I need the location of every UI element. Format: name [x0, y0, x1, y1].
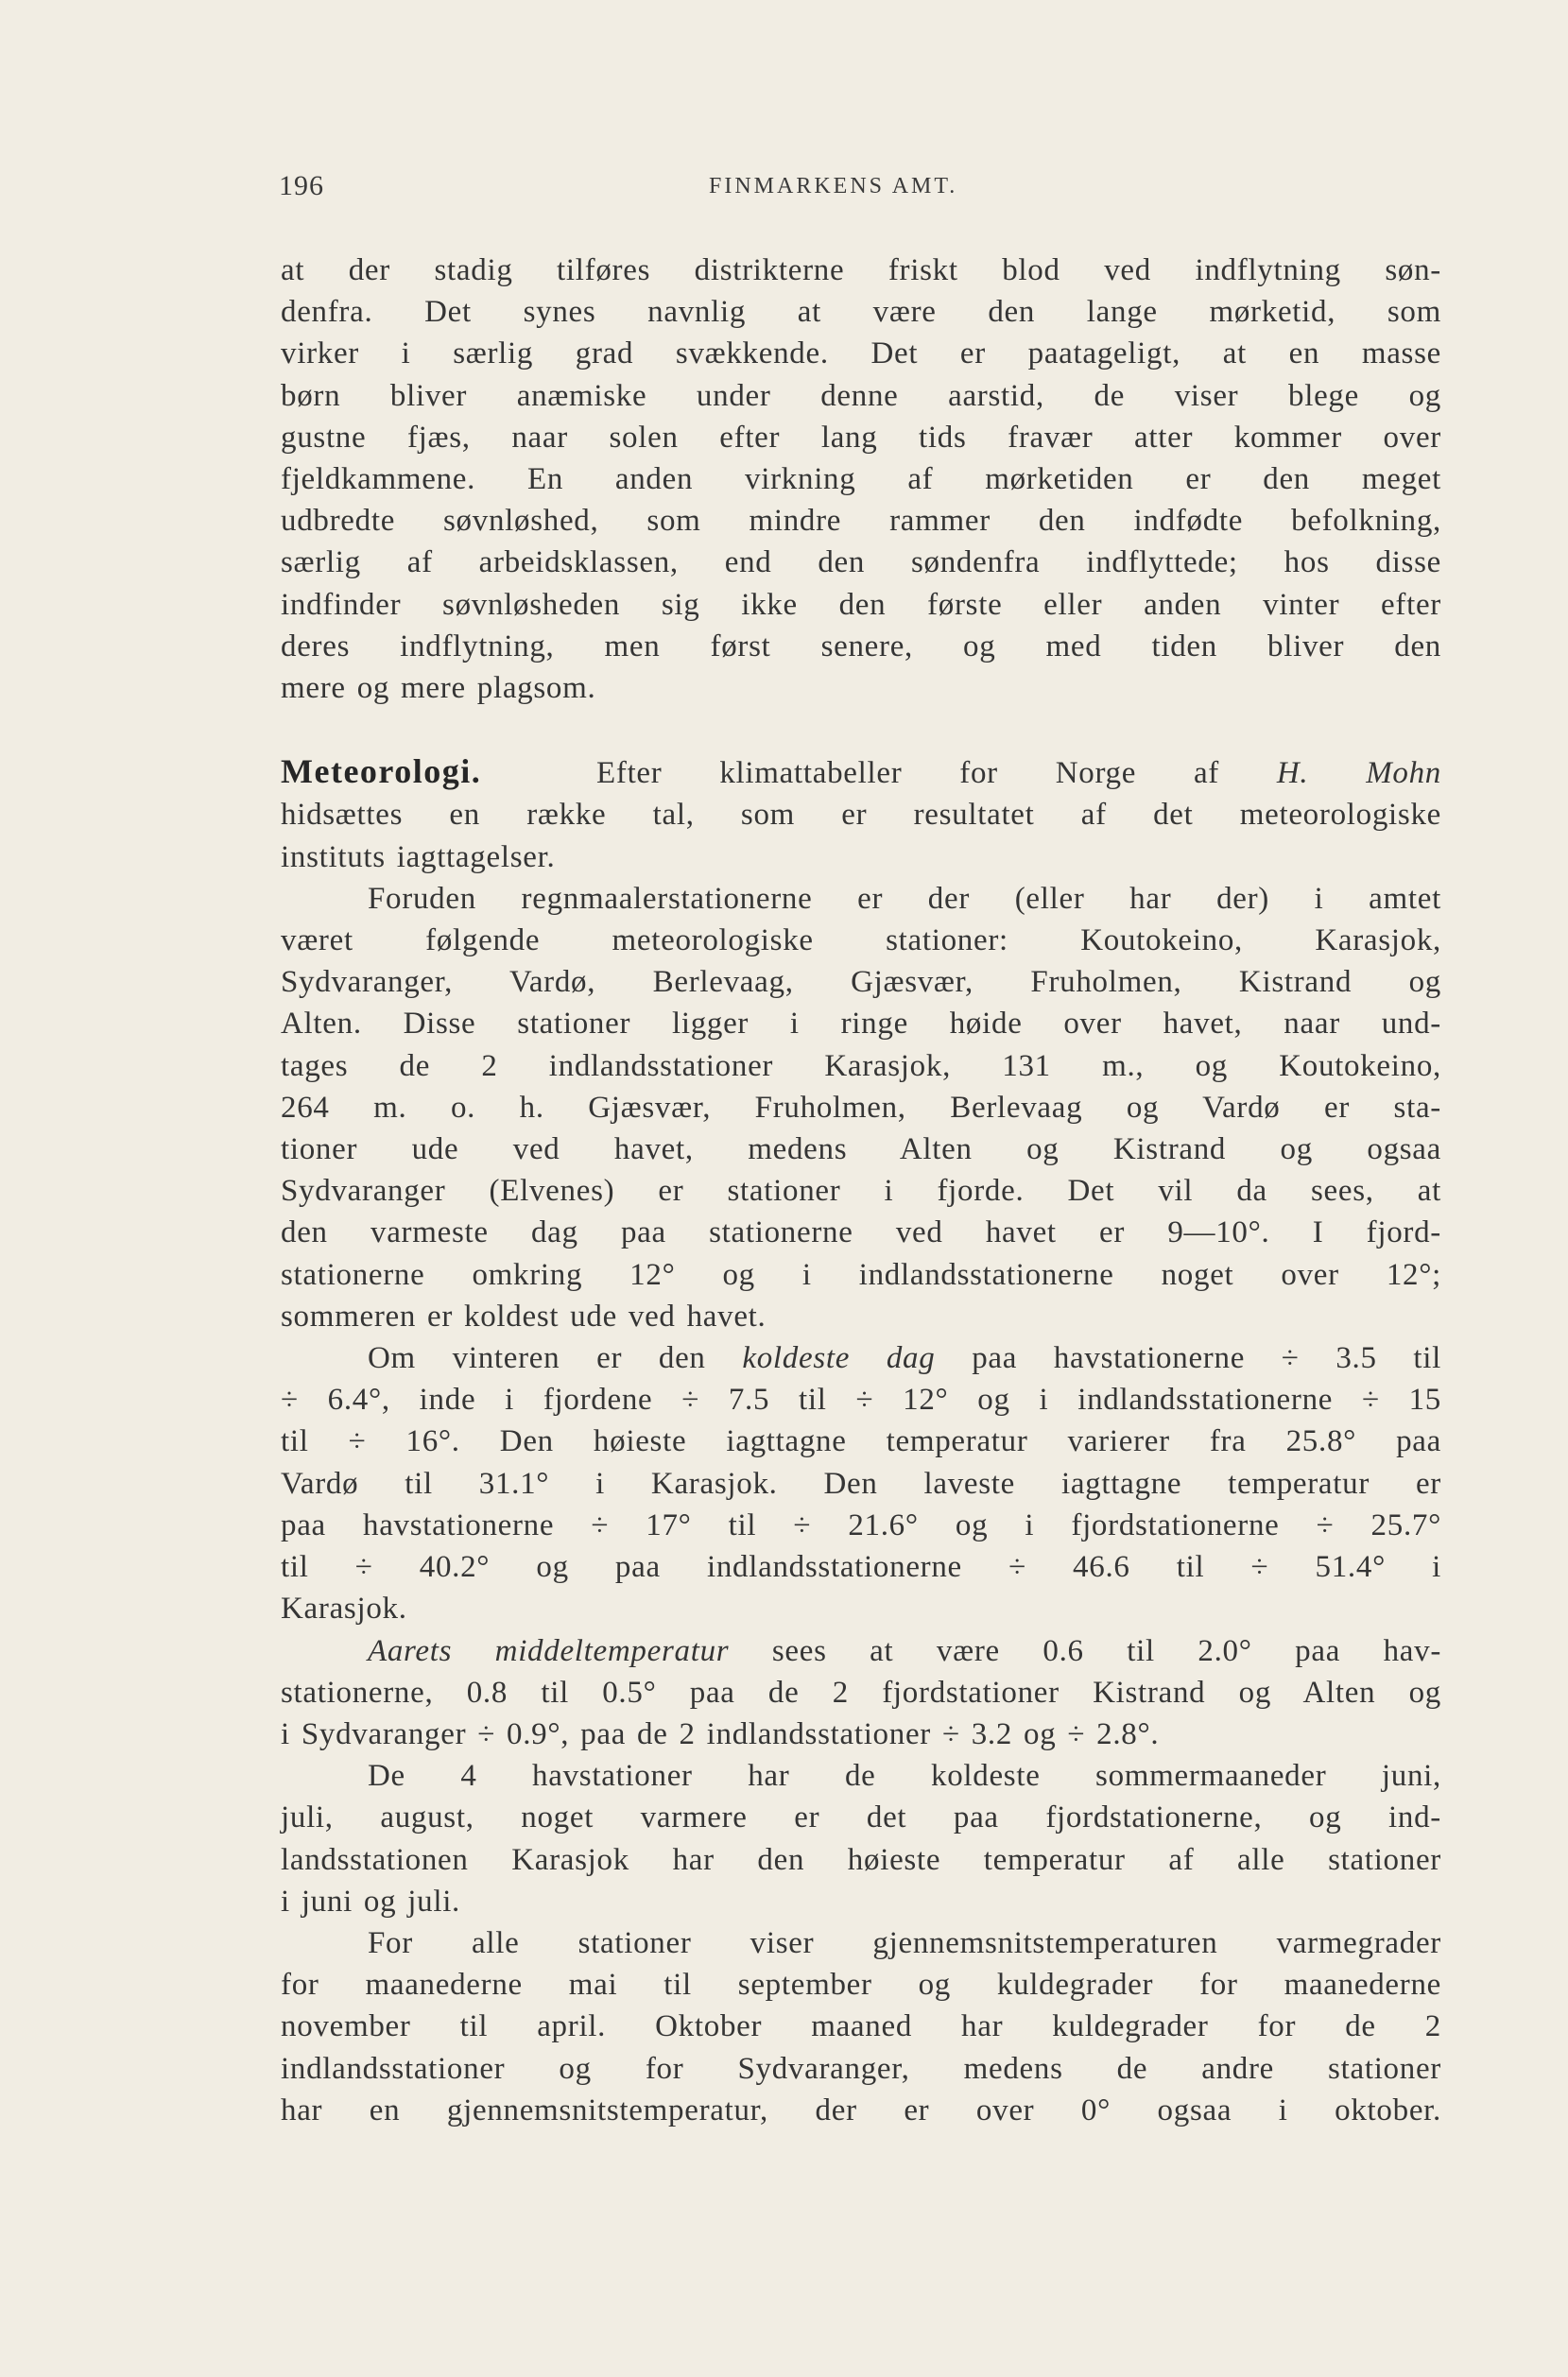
- text-line: den varmeste dag paa stationerne ved havet er 9—10°. I fjord-: [281, 1215, 1441, 1250]
- text-line: deres indflytning, men først senere, og med tiden bliver den: [281, 629, 1441, 663]
- body-text: [281, 250, 1441, 2131]
- text-line: til ÷ 40.2° og paa indlandsstationerne ÷ 46.6 til ÷ 51.4° i: [281, 1550, 1441, 1585]
- text-line: Sydvaranger, Vardø, Berlevaag, Gjæsvær, Fruholmen, Kistrand og: [281, 965, 1441, 1000]
- text-line: særlig af arbeidsklassen, end den søndenfra indflyttede; hos disse: [281, 545, 1441, 580]
- text-line: [281, 1337, 1441, 1379]
- section-gap: [281, 709, 1441, 750]
- text-line: tages de 2 indlandsstationer Karasjok, 131 m., og Koutokeino,: [281, 1048, 1441, 1083]
- text-line: paa havstationerne ÷ 17° til ÷ 21.6° og i fjordstationerne ÷ 25.7°: [281, 1507, 1441, 1542]
- text-line: stationerne omkring 12° og i indlandsstationerne noget over 12°;: [281, 1257, 1441, 1292]
- paragraph-annual-mean: [281, 1630, 1441, 1756]
- text-line: denfra. Det synes navnlig at være den lange mørketid, som: [281, 295, 1441, 330]
- author-name: H. Mohn: [1276, 756, 1441, 791]
- text-line: gustne fjæs, naar solen efter lang tids fravær atter kommer over: [281, 420, 1441, 455]
- paragraph-stations: [281, 878, 1441, 1337]
- text-line: for maanederne mai til september og kuldegrader for maanederne: [281, 1968, 1441, 2003]
- italic-term: Aarets middeltemperatur: [368, 1633, 730, 1668]
- text-line: fjeldkammene. En anden virkning af mørketiden er den meget: [281, 462, 1441, 497]
- text-span: paa havstationerne ÷ 3.5 til: [972, 1341, 1442, 1376]
- text-line: i juni og juli.: [281, 1884, 461, 1919]
- text-line: [281, 750, 1441, 794]
- text-line: 264 m. o. h. Gjæsvær, Fruholmen, Berlevaag og Vardø er sta-: [281, 1090, 1441, 1125]
- paragraph-darkness-effects: [281, 250, 1441, 709]
- text-line: Karasjok.: [281, 1592, 407, 1627]
- text-line: virker i særlig grad svækkende. Det er paatageligt, at en masse: [281, 336, 1441, 371]
- text-line: til ÷ 16°. Den høieste iagttagne temperatur varierer fra 25.8° paa: [281, 1424, 1441, 1459]
- text-line: udbredte søvnløshed, som mindre rammer den indfødte befolkning,: [281, 504, 1441, 539]
- text-line: november til april. Oktober maaned har kuldegrader for de 2: [281, 2009, 1441, 2044]
- text-line: indlandsstationer og for Sydvaranger, medens de andre stationer: [281, 2051, 1441, 2086]
- text-line: For alle stationer viser gjennemsnitstemperaturen varmegrader: [368, 1925, 1441, 1960]
- text-line: ÷ 6.4°, inde i fjordene ÷ 7.5 til ÷ 12° og i indlandsstationerne ÷ 15: [281, 1383, 1441, 1418]
- page-header: [279, 170, 1030, 208]
- paragraph-meteorology-intro: [281, 750, 1441, 878]
- paragraph-summer: [281, 1755, 1441, 1922]
- text-line: stationerne, 0.8 til 0.5° paa de 2 fjordstationer Kistrand og Alten og: [281, 1675, 1441, 1710]
- text-line: [281, 1630, 1441, 1672]
- text-line: været følgende meteorologiske stationer: Koutokeino, Karasjok,: [281, 923, 1441, 958]
- text-span: Om vinteren er den: [368, 1341, 706, 1376]
- paragraph-monthly: [281, 1922, 1441, 2131]
- text-line: landsstationen Karasjok har den høieste temperatur af alle stationer: [281, 1842, 1441, 1877]
- italic-term: koldeste dag: [742, 1341, 936, 1376]
- text-line: at der stadig tilføres distrikterne friskt blod ved indflytning søn-: [281, 253, 1441, 287]
- text-line: i Sydvaranger ÷ 0.9°, paa de 2 indlandsstationer ÷ 3.2 og ÷ 2.8°.: [281, 1716, 1160, 1751]
- text-line: sommeren er koldest ude ved havet.: [281, 1299, 767, 1334]
- text-line: har en gjennemsnitstemperatur, der er over 0° ogsaa i oktober.: [281, 2093, 1441, 2127]
- text-line: Vardø til 31.1° i Karasjok. Den laveste iagttagne temperatur er: [281, 1466, 1441, 1501]
- text-line: Alten. Disse stationer ligger i ringe høide over havet, naar und-: [281, 1007, 1441, 1042]
- section-heading: Meteorologi.: [281, 752, 482, 791]
- paragraph-winter: [281, 1337, 1441, 1629]
- text-line: instituts iagttagelser.: [281, 839, 556, 874]
- text-line: tioner ude ved havet, medens Alten og Kistrand og ogsaa: [281, 1132, 1441, 1167]
- text-line: børn bliver anæmiske under denne aarstid, de viser blege og: [281, 378, 1441, 413]
- text-span: sees at være 0.6 til 2.0° paa hav-: [771, 1633, 1442, 1668]
- text-line: mere og mere plagsom.: [281, 671, 596, 706]
- intro-text: Efter klimattabeller for Norge af: [596, 756, 1219, 791]
- running-title: FINMARKENS AMT.: [709, 174, 958, 198]
- text-line: indfinder søvnløsheden sig ikke den første eller anden vinter efter: [281, 587, 1441, 622]
- page-number: 196: [279, 170, 324, 201]
- text-line: hidsættes en række tal, som er resultatet af det meteorologiske: [281, 798, 1441, 833]
- text-line: juli, august, noget varmere er det paa fjordstationerne, og ind-: [281, 1800, 1441, 1835]
- text-line: De 4 havstationer har de koldeste sommermaaneder juni,: [368, 1759, 1441, 1794]
- text-line: Sydvaranger (Elvenes) er stationer i fjorde. Det vil da sees, at: [281, 1174, 1441, 1209]
- text-line: Foruden regnmaalerstationerne er der (eller har der) i amtet: [368, 881, 1441, 916]
